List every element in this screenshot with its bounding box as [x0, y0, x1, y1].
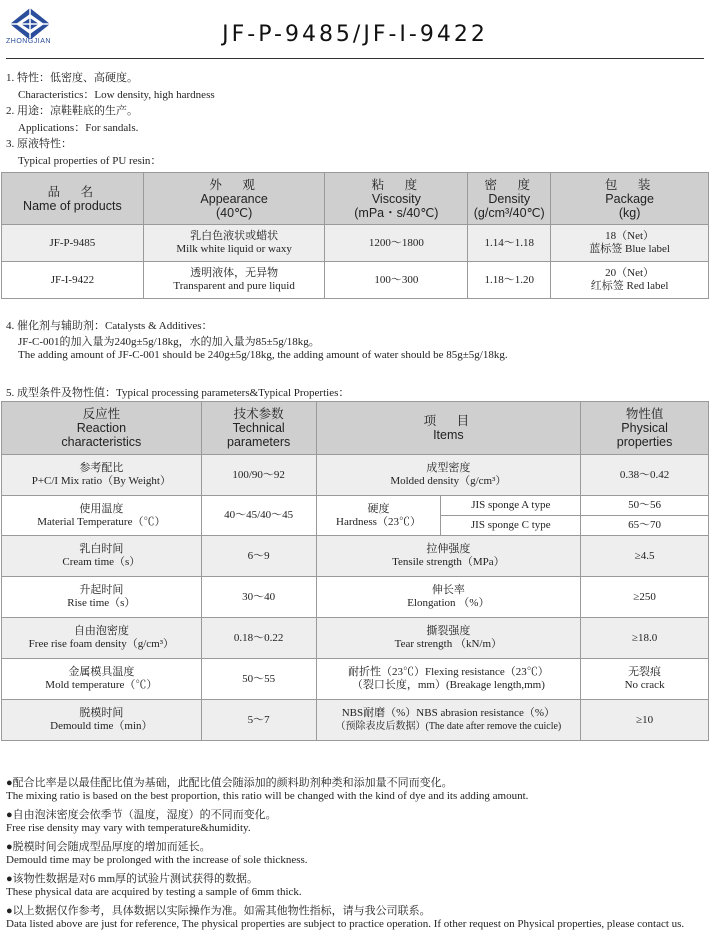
processing-properties-table	[1, 401, 709, 741]
value-cell: 0.38～0.42	[581, 455, 709, 496]
section-3-cn: 3. 原液特性：	[6, 138, 72, 150]
table-row	[2, 455, 709, 496]
table-row	[2, 700, 709, 741]
note-line: Data listed above are just for reference, The physical properties are subject to practice operation. If other request on Physical properties, please contact us.	[6, 918, 685, 930]
table-row	[2, 618, 709, 659]
header-physical: 物性值 Physical properties	[581, 402, 709, 455]
table-row	[2, 496, 709, 516]
header-divider	[6, 58, 704, 59]
note-line: ●该物性数据是对6 mm厚的试验片测试获得的数据。	[6, 873, 259, 885]
table-row	[2, 577, 709, 618]
section-1-cn: 1. 特性：低密度、高硬度。	[6, 72, 138, 84]
item-cell: 伸长率 Elongation （%）	[316, 577, 581, 618]
density-cell: 1.18～1.20	[468, 262, 551, 299]
note-line: ●配合比率是以最佳配比值为基础，此配比值会随添加的颜料助剂种类和添加量不同而变化。	[6, 777, 453, 789]
note-line: ●脱模时间会随成型品厚度的增加而延长。	[6, 841, 211, 853]
note-line: These physical data are acquired by testing a sample of 6mm thick.	[6, 886, 302, 898]
hardness-a-label: JIS sponge A type	[441, 496, 581, 516]
hardness-cell: 硬度 Hardness（23℃）	[316, 496, 441, 536]
reaction-cell: 参考配比 P+C/I Mix ratio（By Weight）	[2, 455, 202, 496]
section-5-title: 5. 成型条件及物性值：Typical processing parameters&Typical Properties：	[6, 387, 350, 399]
table-row	[2, 225, 709, 262]
viscosity-cell: 1200～1800	[325, 225, 468, 262]
page-header	[0, 0, 710, 62]
section-2-cn: 2. 用途：凉鞋鞋底的生产。	[6, 105, 138, 117]
value-cell: ≥10	[581, 700, 709, 741]
item-cell: 耐折性（23℃）Flexing resistance（23℃） （裂口长度，mm）(Breakage length,mm)	[316, 659, 581, 700]
viscosity-cell: 100～300	[325, 262, 468, 299]
section-4-cn: JF-C-001的加入量为240g±5g/18kg，水的加入量为85±5g/18kg。	[18, 336, 320, 348]
parameter-cell: 5～7	[201, 700, 316, 741]
density-cell: 1.14～1.18	[468, 225, 551, 262]
reaction-cell: 金属模具温度 Mold temperature（℃）	[2, 659, 202, 700]
hardness-c-value: 65～70	[581, 516, 709, 536]
logo-text: ZHONGJIAN	[6, 38, 51, 45]
parameter-cell: 40～45/40～45	[201, 496, 316, 536]
header-items: 项 目 Items	[316, 402, 581, 455]
reaction-cell: 自由泡密度 Free rise foam density（g/cm³）	[2, 618, 202, 659]
document-title: JF-P-9485/JF-I-9422	[222, 22, 488, 47]
item-cell: NBS耐磨（%）NBS abrasion resistance（%） （预除表皮后数据）(The date after remove the cuicle)	[316, 700, 581, 741]
parameter-cell: 100/90～92	[201, 455, 316, 496]
resin-properties-table	[1, 172, 709, 299]
hardness-a-value: 50～56	[581, 496, 709, 516]
header-appearance: 外 观 Appearance (40℃)	[143, 173, 325, 225]
note-line: Free rise density may vary with temperature&humidity.	[6, 822, 251, 834]
appearance-cell: 乳白色液状或蜡状 Milk white liquid or waxy	[143, 225, 325, 262]
reaction-cell: 升起时间 Rise time（s）	[2, 577, 202, 618]
product-name: JF-P-9485	[2, 225, 144, 262]
section-4-title: 4. 催化剂与辅助剂：Catalysts & Additives：	[6, 320, 213, 332]
appearance-cell: 透明液体，无异物 Transparent and pure liquid	[143, 262, 325, 299]
section-1-en: Characteristics：Low density, high hardness	[18, 89, 215, 101]
table-header-row	[2, 402, 709, 455]
section-3-en: Typical properties of PU resin：	[18, 155, 162, 167]
reaction-cell: 脱模时间 Demould time（min）	[2, 700, 202, 741]
note-line: Demould time may be prolonged with the increase of sole thickness.	[6, 854, 308, 866]
note-line: The mixing ratio is based on the best proportion, this ratio will be changed with the kind of dye and its adding amount.	[6, 790, 529, 802]
item-cell: 撕裂强度 Tear strength （kN/m）	[316, 618, 581, 659]
product-name: JF-I-9422	[2, 262, 144, 299]
table-header-row	[2, 173, 709, 225]
section-4-en: The adding amount of JF-C-001 should be 240g±5g/18kg, the adding amount of water should be 85g±5g/18kg.	[18, 349, 508, 361]
section-2-en: Applications：For sandals.	[18, 122, 139, 134]
reaction-cell: 使用温度 Material Temperature（℃）	[2, 496, 202, 536]
item-cell: 成型密度 Molded density（g/cm³）	[316, 455, 581, 496]
item-cell: 拉伸强度 Tensile strength（MPa）	[316, 536, 581, 577]
header-reaction: 反应性 Reaction characteristics	[2, 402, 202, 455]
parameter-cell: 50～55	[201, 659, 316, 700]
table-row	[2, 536, 709, 577]
header-density: 密 度 Density (g/cm³/40℃)	[468, 173, 551, 225]
table-row	[2, 262, 709, 299]
note-line: ●自由泡沫密度会依季节（温度，湿度）的不同而变化。	[6, 809, 277, 821]
note-line: ●以上数据仅作参考，具体数据以实际操作为准。如需其他物性指标，请与我公司联系。	[6, 905, 431, 917]
header-package: 包 装 Package (kg)	[551, 173, 709, 225]
reaction-cell: 乳白时间 Cream time（s）	[2, 536, 202, 577]
table-row	[2, 659, 709, 700]
package-cell: 18（Net） 蓝标签 Blue label	[551, 225, 709, 262]
header-technical: 技术参数 Technical parameters	[201, 402, 316, 455]
parameter-cell: 0.18～0.22	[201, 618, 316, 659]
package-cell: 20（Net） 红标签 Red label	[551, 262, 709, 299]
value-cell: ≥250	[581, 577, 709, 618]
header-name: 品 名 Name of products	[2, 173, 144, 225]
parameter-cell: 6～9	[201, 536, 316, 577]
value-cell: ≥18.0	[581, 618, 709, 659]
value-cell: 无裂痕 No crack	[581, 659, 709, 700]
header-viscosity: 粘 度 Viscosity (mPa・s/40℃)	[325, 173, 468, 225]
hardness-c-label: JIS sponge C type	[441, 516, 581, 536]
value-cell: ≥4.5	[581, 536, 709, 577]
parameter-cell: 30～40	[201, 577, 316, 618]
